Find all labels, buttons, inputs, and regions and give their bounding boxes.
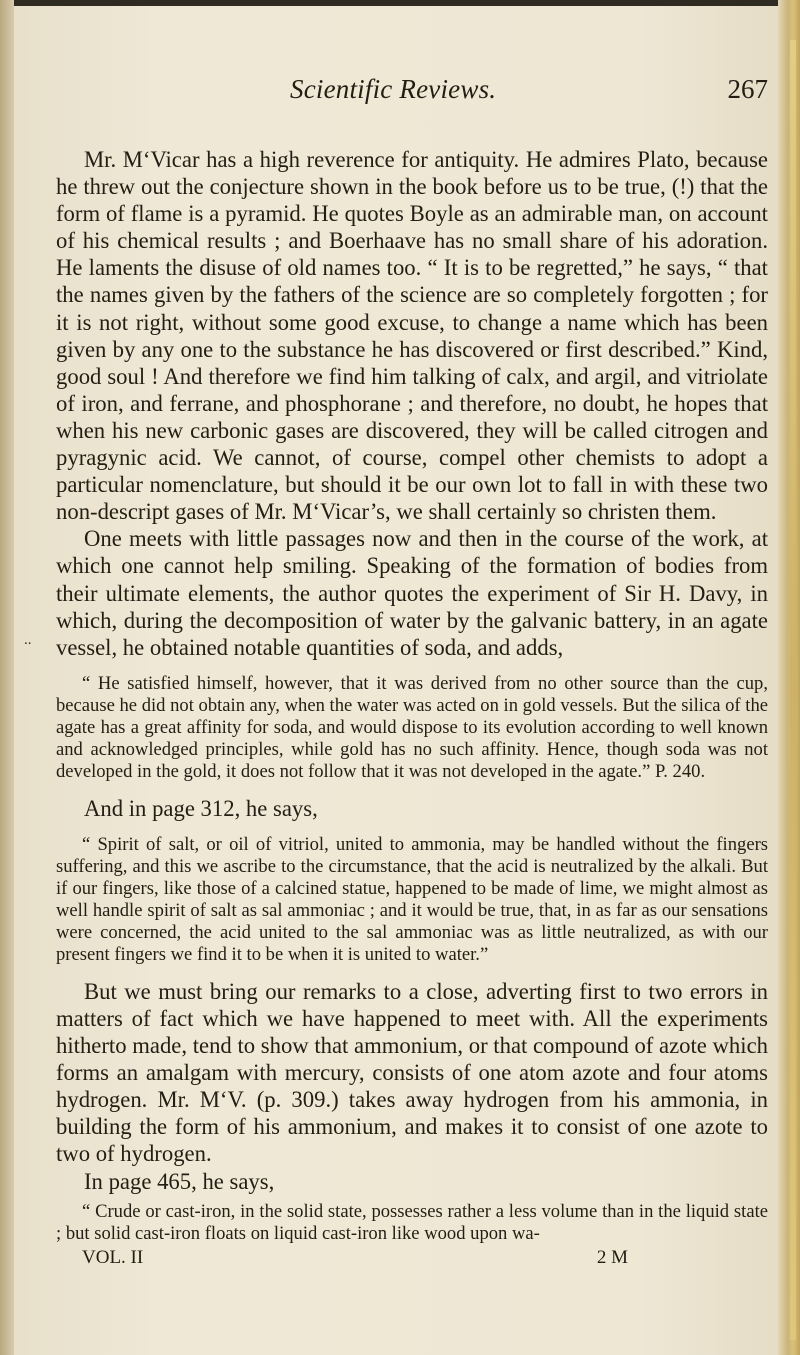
page-number: 267: [727, 74, 768, 104]
margin-mark: ..: [24, 632, 32, 648]
page-footer: [56, 1247, 768, 1269]
paragraph-page-465: In page 465, he says,: [84, 1168, 275, 1194]
page-header: [58, 74, 768, 114]
quote-spirit-of-salt: “ Spirit of salt, or oil of vitriol, united to ammonia, may be handled without the fingers suffering, and this we ascribe to the circumstance, that the acid is neutralized by the alkali. But if our fingers, like those of a calcined statue, happened to be made of lime, we might almost as well handle spirit of salt as sal ammoniac ; and it would be true, that, in as far as our sensations were concerned, the acid united to the sal ammoniac was as little neutralized, as with our present fingers we find it to be when it is united to water.”: [56, 833, 768, 965]
page-right-edge: [778, 0, 800, 1355]
volume-label: VOL. II: [82, 1246, 144, 1268]
paragraph-page-312: And in page 312, he says,: [84, 795, 318, 821]
paragraph-little-passages: One meets with little passages now and then in the course of the work, at which one cannot help smiling. Speaking of the formation of bodies from their ultimate elements, the author quotes the experiment of Sir H. Davy, in which, during the decomposition of water by the galvanic battery, in an agate vessel, he obtained notable quantities of soda, and adds,: [56, 526, 768, 660]
quote-davy-soda: “ He satisfied himself, however, that it was derived from no other source than the cup, because he did not obtain any, when the water was acted on in gold vessels. But the silica of the agate has a great affinity for soda, and would dispose to its evolution according to well known and acknowledged principles, while gold has no such affinity. Hence, though soda was not developed in the gold, it does not follow that it was not developed in the agate.” P. 240.: [56, 672, 768, 782]
page-body: [56, 146, 768, 1269]
page-edge-gilding: [790, 40, 796, 1340]
page-top-edge: [0, 0, 800, 6]
quote-cast-iron: “ Crude or cast-iron, in the solid state, possesses rather a less volume than in the liquid state ; but solid cast-iron floats on liquid cast-iron like wood upon wa-: [56, 1200, 768, 1244]
running-head: Scientific Reviews.: [290, 74, 497, 104]
paragraph-ammonium-errors: But we must bring our remarks to a close, adverting first to two errors in matters of fact which we have happened to meet with. All the experiments hitherto made, tend to show that ammonium, or that compound of azote which forms an amalgam with mercury, consists of one atom azote and four atoms hydrogen. Mr. M‘V. (p. 309.) takes away hydrogen from his ammonia, in building the form of his ammonium, and makes it to consist of one azote to two of hydrogen.: [56, 978, 768, 1167]
signature-mark: 2 M: [596, 1246, 628, 1268]
paragraph-mcvicar-antiquity: Mr. M‘Vicar has a high reverence for antiquity. He admires Plato, because he threw out the conjecture shown in the book before us to be true, (!) that the form of flame is a pyramid. He quotes Boyle as an admirable man, on account of his chemical results ; and Boerhaave has no small share of his adoration. He laments the disuse of old names too. “ It is to be regretted,” he says, “ that the names given by the fathers of the science are so completely forgotten ; for it is not right, without some good excuse, to change a name which has been given by any one to the substance he has discovered or first described.” Kind, good soul ! And therefore we find him talking of calx, and argil, and vitriolate of iron, and ferrane, and phosphorane ; and therefore, no doubt, he hopes that when his new carbonic gases are discovered, they will be called citrogen and pyragynic acid. We cannot, of course, compel other chemists to adopt a particular nomenclature, but should it be our own lot to fall in with these two non-descript gases of Mr. M‘Vicar’s, we shall certainly so christen them.: [56, 147, 768, 525]
page-left-gutter: [0, 0, 14, 1355]
